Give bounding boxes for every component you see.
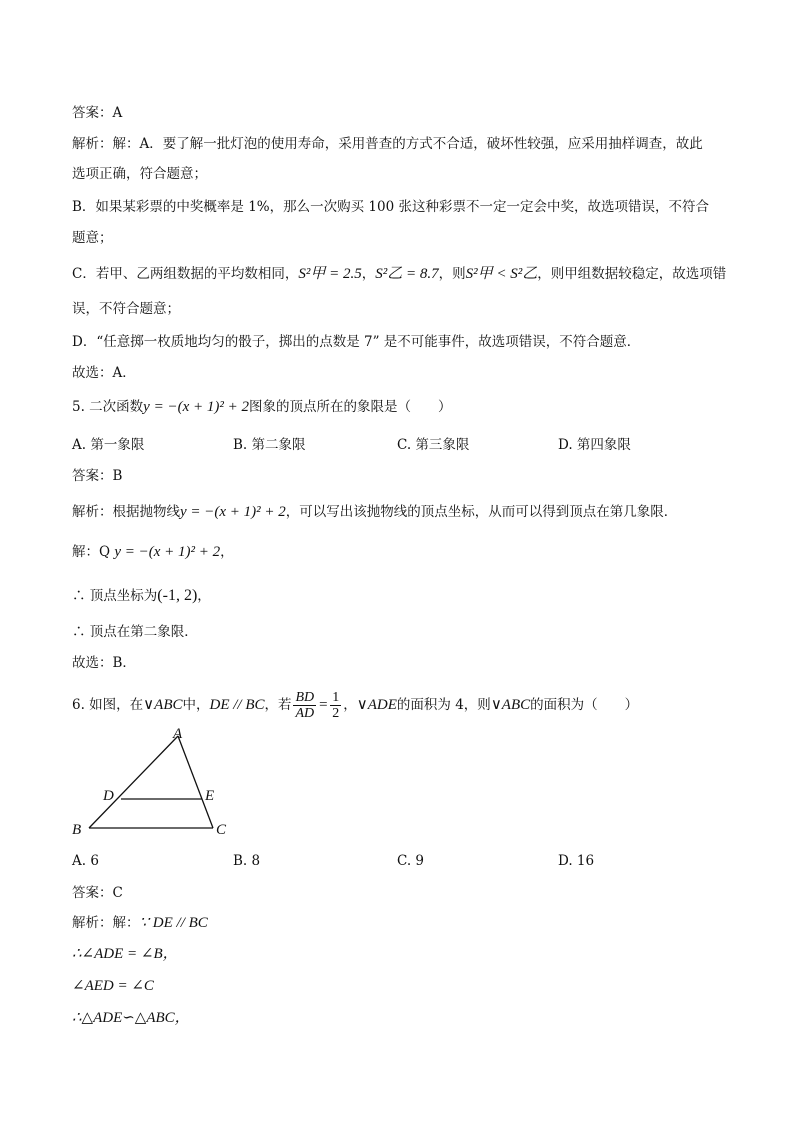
math-compare: S²甲 < S²乙 [465, 266, 538, 282]
q6-option-c: C. 9 [397, 853, 425, 869]
math-s-jia: S²甲 = 2.5 [298, 266, 362, 282]
q4-choose: 故选：A． [72, 365, 136, 381]
q5-vertex [72, 587, 211, 605]
math-function: y = −(x + 1)² + 2 [180, 504, 286, 520]
q4-analysis-line2: 选项正确，符合题意； [72, 166, 207, 182]
math-parallel: DE // BC [209, 697, 265, 713]
numerator: 1 [332, 690, 340, 705]
q4-analysis-line1: 解析：解：A．要了解一批灯泡的使用寿命，采用普查的方式不合适，破坏性较强，应采用抽样调查，故此 [72, 136, 703, 152]
q5-answer: 答案：B [72, 468, 123, 484]
q6-stem [72, 690, 638, 721]
q5-option-b: B. 第二象限 [233, 437, 306, 453]
text: 图象的顶点所在的象限是（ ） [248, 399, 452, 415]
q5-choose: 故选：B． [72, 655, 136, 671]
q6-analysis [72, 914, 208, 932]
q5-option-c: C. 第三象限 [397, 437, 470, 453]
q6-answer: 答案：C [72, 885, 123, 901]
text: 解析：解： [72, 915, 140, 931]
q6-step-2: ∠AED = ∠C [72, 978, 154, 994]
q5-stem [72, 398, 451, 416]
label-a: A [173, 726, 183, 742]
q4-option-d: D．“任意掷一枚质地均匀的骰子，掷出的点数是 7” 是不可能事件，故选项错误，不符合题意． [72, 334, 641, 350]
text: 中， [182, 697, 210, 713]
q5-quadrant: ∴ 顶点在第二象限． [72, 624, 198, 640]
q4-option-c-line1 [72, 265, 726, 283]
text: ∴ 顶点坐标为 [72, 588, 158, 604]
text: 解：Q [72, 544, 111, 560]
text: ，则 [438, 266, 466, 282]
label-d: D [103, 788, 114, 804]
q4-option-b-line1: B．如果某彩票的中奖概率是 1%，那么一次购买 100 张这种彩票不一定一定会中奖，故选项错误，不符合 [72, 199, 709, 215]
equals-sign: = [318, 697, 329, 713]
fraction-bd-ad [293, 690, 316, 721]
fraction-one-half [330, 690, 341, 721]
math-triangle-abc: ∨ABC [143, 697, 183, 713]
math-vertex: (-1, 2) [157, 587, 198, 604]
q6-option-b: B. 8 [233, 853, 261, 869]
text: ，则甲组数据较稳定，故选项错 [537, 266, 727, 282]
text: 6. 如图，在 [72, 697, 144, 713]
text: ，若 [264, 697, 292, 713]
text: C．若甲、乙两组数据的平均数相同， [72, 266, 299, 282]
math-because: ∵ DE // BC [139, 915, 208, 931]
math-function: y = −(x + 1)² + 2 [143, 399, 249, 415]
text: ， [361, 266, 376, 282]
text: ， [220, 544, 234, 560]
q4-option-c-line2: 误，不符合题意； [72, 301, 180, 317]
text: 的面积为（ ） [530, 697, 639, 713]
q6-step-3: ∴△ADE∽△ABC， [72, 1010, 190, 1026]
side-ab [89, 736, 178, 828]
label-c: C [216, 822, 227, 838]
math-triangle-ade: ∨ADE [356, 697, 397, 713]
math-function: y = −(x + 1)² + 2 [114, 544, 221, 560]
q5-solution [72, 543, 234, 561]
q5-option-d: D. 第四象限 [558, 437, 631, 453]
q6-option-d: D. 16 [558, 853, 595, 869]
triangle-figure [66, 722, 246, 844]
denominator: AD [295, 706, 315, 721]
q4-answer: 答案：A [72, 105, 123, 121]
q6-option-a: A. 6 [72, 853, 99, 869]
label-e: E [205, 788, 215, 804]
q5-analysis [72, 503, 677, 521]
text: ，可以写出该抛物线的顶点坐标，从而可以得到顶点在第几象限． [285, 504, 678, 520]
math-s-yi: S²乙 = 8.7 [375, 266, 439, 282]
denominator: 2 [332, 706, 340, 721]
text: ， [343, 697, 357, 713]
math-triangle-abc: ∨ABC [490, 697, 531, 713]
text: ， [197, 588, 211, 604]
numerator: BD [295, 690, 315, 705]
q5-option-a: A. 第一象限 [72, 437, 145, 453]
q6-step-1: ∴∠ADE = ∠B， [72, 946, 178, 962]
text: 5. 二次函数 [72, 399, 144, 415]
q4-option-b-line2: 题意； [72, 230, 113, 246]
label-b: B [72, 822, 82, 838]
side-ac [178, 736, 213, 828]
text: 的面积为 4，则 [396, 697, 491, 713]
text: 解析：根据抛物线 [72, 504, 180, 520]
